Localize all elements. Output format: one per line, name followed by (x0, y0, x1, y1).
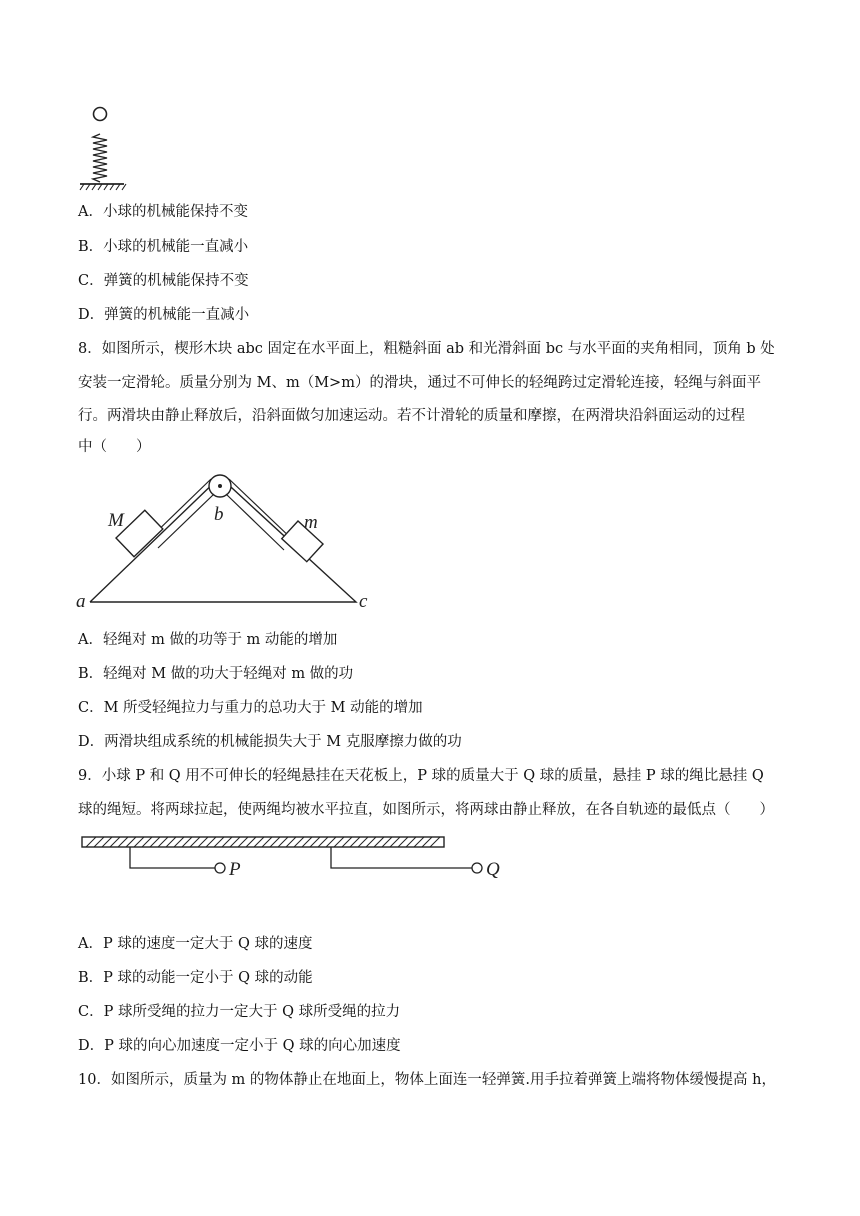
q8-stem-line-4: 中（ ） (78, 439, 151, 455)
q8-option-d: D．两滑块组成系统的机械能损失大于 M 克服摩擦力做的功 (78, 734, 462, 750)
q8-option-a: A．轻绳对 m 做的功等于 m 动能的增加 (78, 632, 338, 648)
q8-stem-line-1: 8．如图所示，楔形木块 abc 固定在水平面上，粗糙斜面 ab 和光滑斜面 bc 与水平面的夹角相同，顶角 b 处 (78, 341, 775, 357)
pendulum-figure (80, 832, 510, 882)
q9-stem-line-2: 球的绳短。将两球拉起，使两绳均被水平拉直，如图所示，将两球由静止释放，在各自轨迹的最低点（ ） (78, 802, 774, 818)
spring (93, 134, 107, 182)
rope-q (331, 847, 472, 868)
q9-option-d: D．P 球的向心加速度一定小于 Q 球的向心加速度 (78, 1038, 401, 1054)
ball (94, 108, 107, 121)
q7-option-a: A．小球的机械能保持不变 (78, 204, 248, 220)
label-b: b (214, 504, 224, 525)
q9-stem-line-1: 9．小球 P 和 Q 用不可伸长的轻绳悬挂在天花板上，P 球的质量大于 Q 球的质量，悬挂 P 球的绳比悬挂 Q (78, 768, 764, 784)
q7-option-b: B．小球的机械能一直减小 (78, 239, 249, 255)
label-a: a (76, 591, 86, 612)
ball-spring-figure (76, 104, 130, 194)
q10-stem-line-1: 10．如图所示，质量为 m 的物体静止在地面上，物体上面连一轻弹簧.用手拉着弹簧上端将物体缓慢提高 h， (78, 1072, 776, 1088)
q9-option-b: B．P 球的动能一定小于 Q 球的动能 (78, 970, 313, 986)
rope-right-inner (226, 494, 284, 550)
q9-option-a: A．P 球的速度一定大于 Q 球的速度 (78, 936, 313, 952)
label-p: P (229, 859, 241, 880)
rope-right (229, 479, 294, 541)
q8-stem-line-3: 行。两滑块由静止释放后，沿斜面做匀加速运动。若不计滑轮的质量和摩擦，在两滑块沿斜面运动的过程 (78, 408, 745, 424)
label-m: m (304, 512, 318, 533)
q7-option-c: C．弹簧的机械能保持不变 (78, 273, 249, 289)
rope-left-inner (158, 494, 214, 548)
pulley-axle (218, 484, 222, 488)
ball-q (472, 863, 482, 873)
q8-stem-line-2: 安装一定滑轮。质量分别为 M、m（M>m）的滑块，通过不可伸长的轻绳跨过定滑轮连接，轻绳与斜面平 (78, 375, 761, 391)
label-M: M (108, 510, 124, 531)
q8-option-c: C．M 所受轻绳拉力与重力的总功大于 M 动能的增加 (78, 700, 423, 716)
wedge-pulley-figure (74, 466, 384, 616)
rope-p (130, 847, 215, 868)
ball-p (215, 863, 225, 873)
label-c: c (359, 591, 368, 612)
q9-option-c: C．P 球所受绳的拉力一定大于 Q 球所受绳的拉力 (78, 1004, 401, 1020)
q8-option-b: B．轻绳对 M 做的功大于轻绳对 m 做的功 (78, 666, 354, 682)
label-q: Q (486, 859, 500, 880)
q7-option-d: D．弹簧的机械能一直减小 (78, 307, 250, 323)
